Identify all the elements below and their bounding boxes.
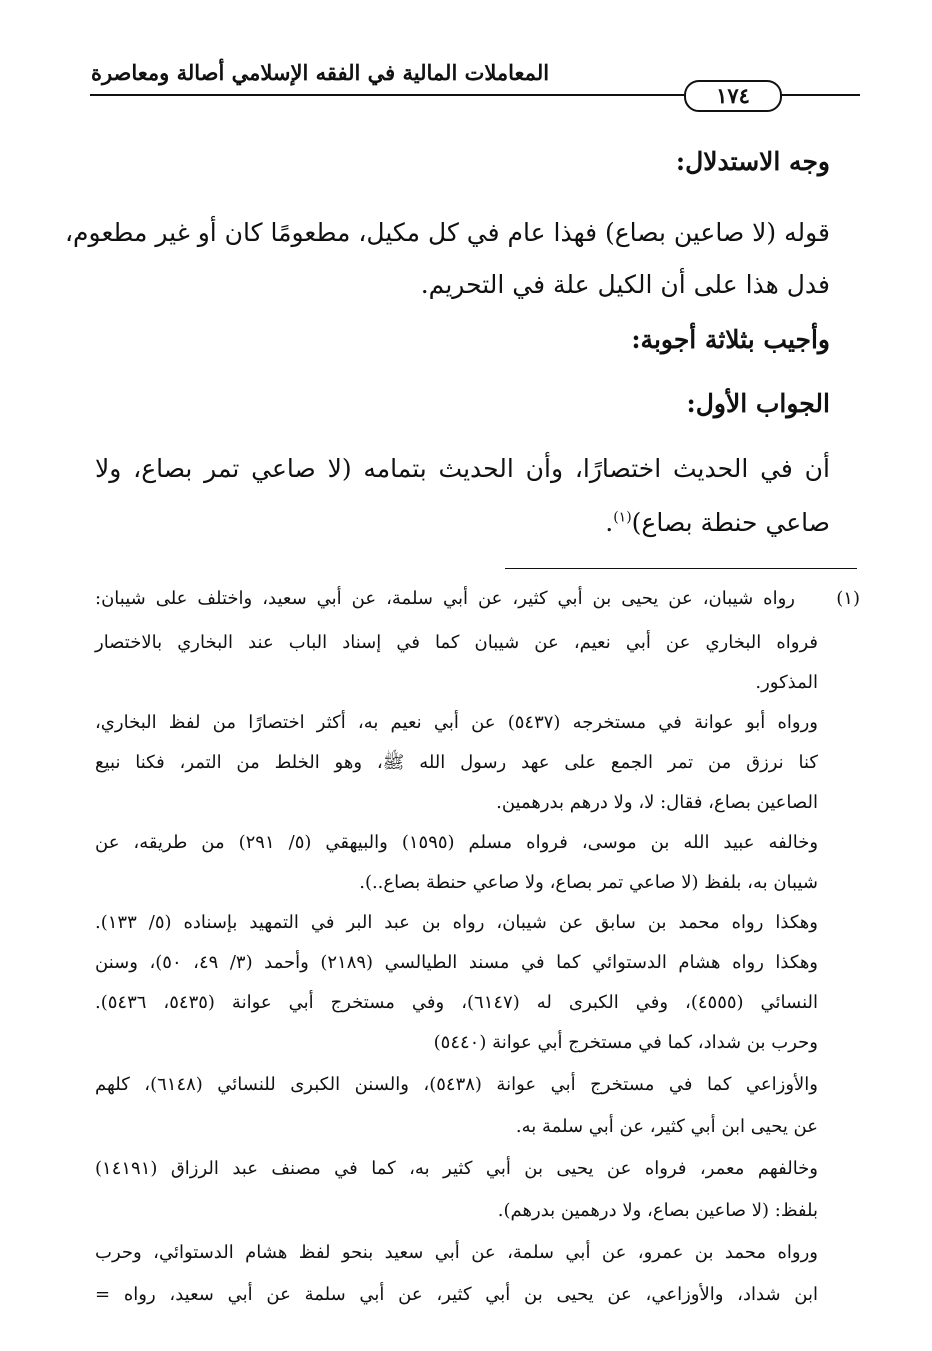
footnote-line: ورواه أبو عوانة في مستخرجه (٥٤٣٧) عن أبي نعيم به، أكثر اختصارًا من لفظ البخاري، xyxy=(95,712,818,733)
footnote-line: رواه شيبان، عن يحيى بن أبي كثير، عن أبي سلمة، عن أبي سعيد، واختلف على شيبان: xyxy=(95,588,795,609)
footnote-line: وحرب بن شداد، كما في مستخرج أبي عوانة (٥٤٤٠) xyxy=(433,1032,818,1053)
footnote-line: الصاعين بصاع، فقال: لا، ولا درهم بدرهمين. xyxy=(496,792,818,813)
paragraph-2-period: . xyxy=(605,508,614,537)
footnote-separator xyxy=(505,568,857,569)
heading-answers: وأجيب بثلاثة أجوبة: xyxy=(631,325,830,354)
footnote-line: وهكذا رواه هشام الدستوائي كما في مسند الطيالسي (٢١٨٩) وأحمد (٣/ ٤٩، ٥٠)، وسنن xyxy=(95,952,819,973)
paragraph-2-line-1: أن في الحديث اختصارًا، وأن الحديث بتمامه (لا صاعي تمر بصاع، ولا xyxy=(95,454,830,483)
paragraph-1-line-1: قوله (لا صاعين بصاع) فهذا عام في كل مكيل، مطعومًا كان أو غير مطعوم، xyxy=(64,218,830,247)
footnote-line: والأوزاعي كما في مستخرج أبي عوانة (٥٤٣٨)، والسنن الكبرى للنسائي (٦١٤٨)، كلهم xyxy=(95,1074,818,1095)
paragraph-2-text: صاعي حنطة بصاع) xyxy=(631,508,830,537)
page-number: ١٧٤ xyxy=(684,80,782,112)
footnote-line: كنا نرزق من تمر الجمع على عهد رسول الله ﷺ، وهو الخلط من التمر، فكنا نبيع xyxy=(95,752,818,773)
footnote-line: بلفظ: (لا صاعين بصاع، ولا درهمين بدرهم). xyxy=(497,1200,818,1221)
footnote-line: فرواه البخاري عن أبي نعيم، عن شيبان كما في إسناد الباب عند البخاري بالاختصار xyxy=(95,632,818,653)
footnote-line: النسائي (٤٥٥٥)، وفي الكبرى له (٦١٤٧)، وفي مستخرج أبي عوانة (٥٤٣٥، ٥٤٣٦). xyxy=(95,992,819,1013)
paragraph-2-line-2 xyxy=(95,506,830,540)
footnote-line: المذكور. xyxy=(755,672,818,693)
footnote-line: ابن شداد، والأوزاعي، عن يحيى بن أبي كثير، عن أبي سلمة عن أبي سعيد، رواه = xyxy=(95,1284,818,1305)
footnote-line: وخالفه عبيد الله بن موسى، فرواه مسلم (١٥٩٥) والبيهقي (٥/ ٢٩١) من طريقه، عن xyxy=(95,832,819,853)
footnote-reference[interactable]: (١) xyxy=(613,509,632,526)
footnote-line: شيبان به، بلفظ (لا صاعي تمر بصاع، ولا صاعي حنطة بصاع..). xyxy=(359,872,818,893)
footnote-line: وخالفهم معمر، فرواه عن يحيى بن أبي كثير به، كما في مصنف عبد الرزاق (١٤١٩١) xyxy=(95,1158,818,1179)
footnote-number: (١) xyxy=(836,588,860,609)
paragraph-1-line-2: فدل هذا على أن الكيل علة في التحريم. xyxy=(420,270,830,299)
footnote-line: ورواه محمد بن عمرو، عن أبي سلمة، عن أبي سعيد بنحو لفظ هشام الدستوائي، وحرب xyxy=(95,1242,818,1263)
footnote-line: عن يحيى ابن أبي كثير، عن أبي سلمة به. xyxy=(515,1116,818,1137)
footnote-line: وهكذا رواه محمد بن سابق عن شيبان، رواه بن عبد البر في التمهيد بإسناده (٥/ ١٣٣). xyxy=(95,912,818,933)
running-title: المعاملات المالية في الفقه الإسلامي أصالة ومعاصرة xyxy=(90,60,550,85)
heading-first-answer: الجواب الأول: xyxy=(686,389,830,418)
heading-wajh-al-istidlal: وجه الاستدلال: xyxy=(675,147,830,176)
